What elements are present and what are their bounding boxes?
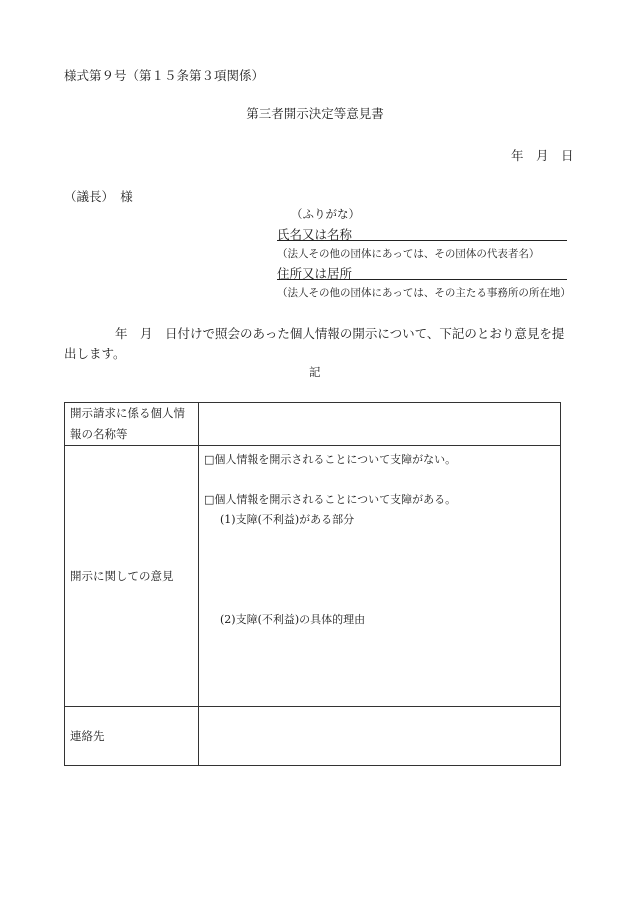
option-has-issue[interactable]: □個人情報を開示されることについて支障がある。 bbox=[204, 493, 457, 506]
table-row bbox=[65, 403, 561, 446]
row1-label-line1: 開示請求に係る個人情 bbox=[70, 406, 185, 420]
sub-item-1: (1)支障(不利益)がある部分 bbox=[220, 513, 355, 526]
form-number: 様式第９号（第１５条第３項関係） bbox=[64, 68, 265, 83]
row1-label-line2: 報の名称等 bbox=[70, 427, 128, 441]
address-label: 住所又は居所 bbox=[277, 266, 353, 281]
row1-value-cell[interactable] bbox=[199, 403, 561, 446]
table-row bbox=[65, 707, 561, 766]
table-row bbox=[65, 446, 561, 707]
ki-mark: 記 bbox=[309, 365, 321, 379]
furigana-label: （ふりがな） bbox=[291, 207, 360, 221]
row3-label-cell bbox=[65, 707, 199, 766]
row2-value-cell bbox=[199, 446, 561, 707]
address-note: （法人その他の団体にあっては、その主たる事務所の所在地） bbox=[277, 287, 571, 299]
option-no-issue[interactable]: □個人情報を開示されることについて支障がない。 bbox=[204, 453, 457, 466]
name-underline bbox=[277, 240, 567, 241]
addressee: （議長） 様 bbox=[64, 189, 133, 204]
row2-label-cell bbox=[65, 446, 199, 707]
name-note: （法人その他の団体にあっては、その団体の代表者名） bbox=[277, 248, 540, 260]
opinion-table bbox=[64, 402, 561, 766]
row2-label: 開示に関しての意見 bbox=[70, 568, 174, 583]
body-line-2: 出します。 bbox=[64, 346, 126, 361]
name-label: 氏名又は名称 bbox=[277, 227, 353, 242]
date-line: 年 月 日 bbox=[511, 148, 574, 163]
row3-label: 連絡先 bbox=[70, 728, 105, 743]
address-underline bbox=[277, 279, 567, 280]
row3-value-cell[interactable] bbox=[199, 707, 561, 766]
sub-item-2: (2)支障(不利益)の具体的理由 bbox=[220, 613, 366, 626]
page-title: 第三者開示決定等意見書 bbox=[246, 106, 384, 121]
body-line-1: 年 月 日付けで照会のあった個人情報の開示について、下記のとおり意見を提 bbox=[115, 326, 565, 341]
row1-label-cell bbox=[65, 403, 199, 446]
